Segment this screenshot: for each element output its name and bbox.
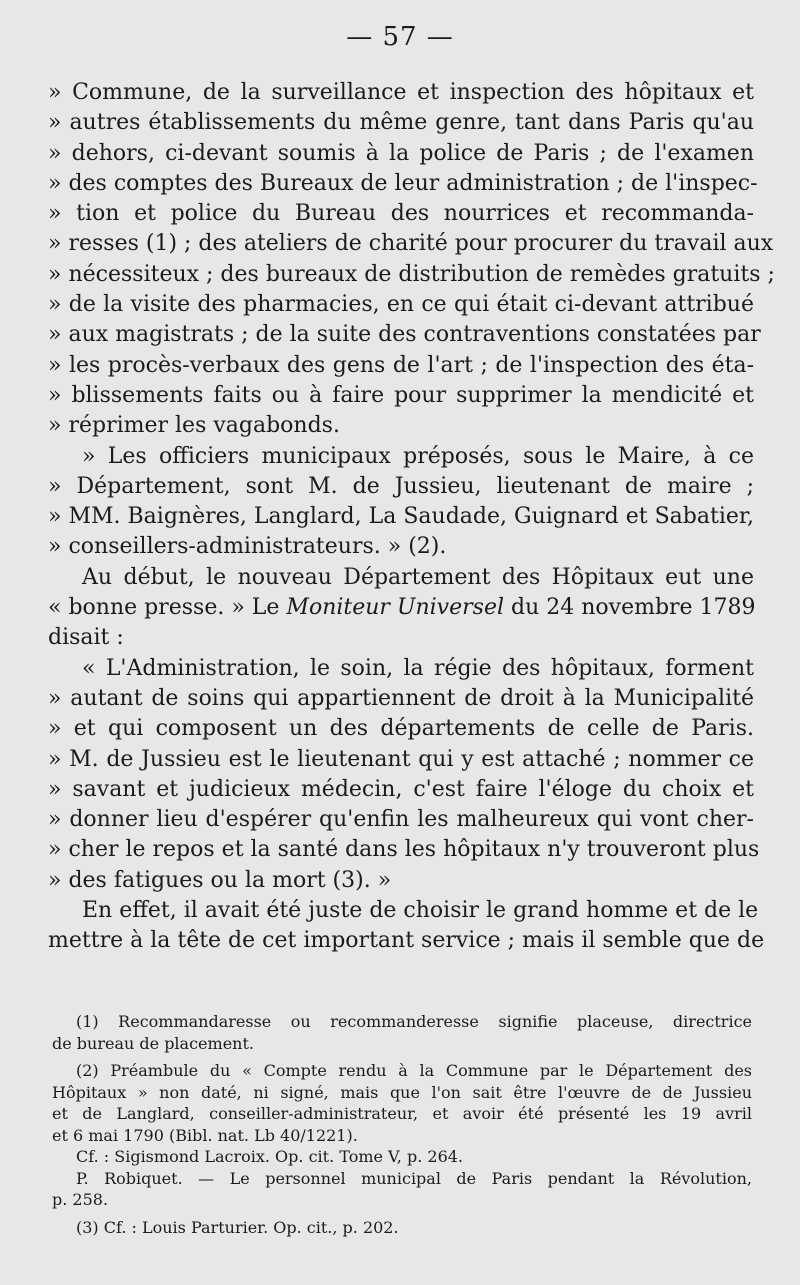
text-line: » nécessiteux ; des bureaux de distribution de remèdes gratuits ; [48,261,775,287]
footnote-line: et de Langlard, conseiller-administrateur, et avoir été présenté les 19 avril [52,1104,752,1123]
text-line: « L'Administration, le soin, la régie des hôpitaux, forment [82,655,754,681]
text-line: » les procès-verbaux des gens de l'art ; de l'inspection des éta- [48,352,754,378]
text-line: » autres établissements du même genre, tant dans Paris qu'au [48,110,754,136]
text-line: » blissements faits ou à faire pour supprimer la mendicité et [48,382,754,408]
text-line: » resses (1) ; des ateliers de charité pour procurer du travail aux [48,231,774,257]
page-number: — 57 — [346,22,454,52]
text-line: » réprimer les vagabonds. [48,413,340,439]
footnote-line: (3) Cf. : Louis Parturier. Op. cit., p. 202. [76,1217,399,1237]
text-line: disait : [48,625,124,651]
footnote-line: et 6 mai 1790 (Bibl. nat. Lb 40/1221). [52,1125,358,1145]
text-line: « bonne presse. » Le Moniteur Universel du 24 novembre 1789 [48,595,756,621]
footnote-line: (2) Préambule du « Compte rendu à la Commune par le Département des [76,1061,752,1080]
footnotes [52,1011,752,1238]
text-line: » MM. Baignères, Langlard, La Saudade, Guignard et Sabatier, [48,504,754,530]
text-line: » dehors, ci-devant soumis à la police de Paris ; de l'examen [48,140,754,166]
text-line: » Département, sont M. de Jussieu, lieutenant de maire ; [48,473,754,499]
text-line: » M. de Jussieu est le lieutenant qui y est attaché ; nommer ce [48,746,754,772]
text-line: » donner lieu d'espérer qu'enfin les malheureux qui vont cher- [48,807,754,833]
text-line: » conseillers-administrateurs. » (2). [48,534,447,560]
footnote-line: p. 258. [52,1190,109,1209]
text-line: » des fatigues ou la mort (3). » [48,867,392,893]
text-line: » Les officiers municipaux préposés, sous le Maire, à ce [82,443,754,469]
footnote-line: Hôpitaux » non daté, ni signé, mais que l'on sait être l'œuvre de de Jussieu [52,1082,752,1102]
text-line: » tion et police du Bureau des nourrices et recommanda- [48,201,754,227]
footnote-line: de bureau de placement. [52,1033,254,1053]
text-line: » autant de soins qui appartiennent de droit à la Municipalité [48,685,754,711]
body-text [48,78,775,957]
footnote-line: Cf. : Sigismond Lacroix. Op. cit. Tome V, p. 264. [76,1147,464,1166]
text-line: » savant et judicieux médecin, c'est faire l'éloge du choix et [48,776,754,802]
text-line: » et qui composent un des départements de celle de Paris. [48,716,754,742]
text-line: » de la visite des pharmacies, en ce qui était ci-devant attribué [48,292,754,318]
footnote-line: (1) Recommandaresse ou recommanderesse signifie placeuse, directrice [76,1012,752,1031]
text-line: » Commune, de la surveillance et inspection des hôpitaux et [48,80,754,105]
text-line: » des comptes des Bureaux de leur administration ; de l'inspec- [48,170,758,196]
text-line: En effet, il avait été juste de choisir le grand homme et de le [82,898,759,924]
text-line: Au début, le nouveau Département des Hôpitaux eut une [82,564,754,590]
footnote-line: P. Robiquet. — Le personnel municipal de Paris pendant la Révolution, [76,1168,752,1188]
text-line: » cher le repos et la santé dans les hôpitaux n'y trouveront plus [48,837,760,863]
text-line: » aux magistrats ; de la suite des contraventions constatées par [48,322,761,348]
text-line: mettre à la tête de cet important service ; mais il semble que de [48,928,765,954]
